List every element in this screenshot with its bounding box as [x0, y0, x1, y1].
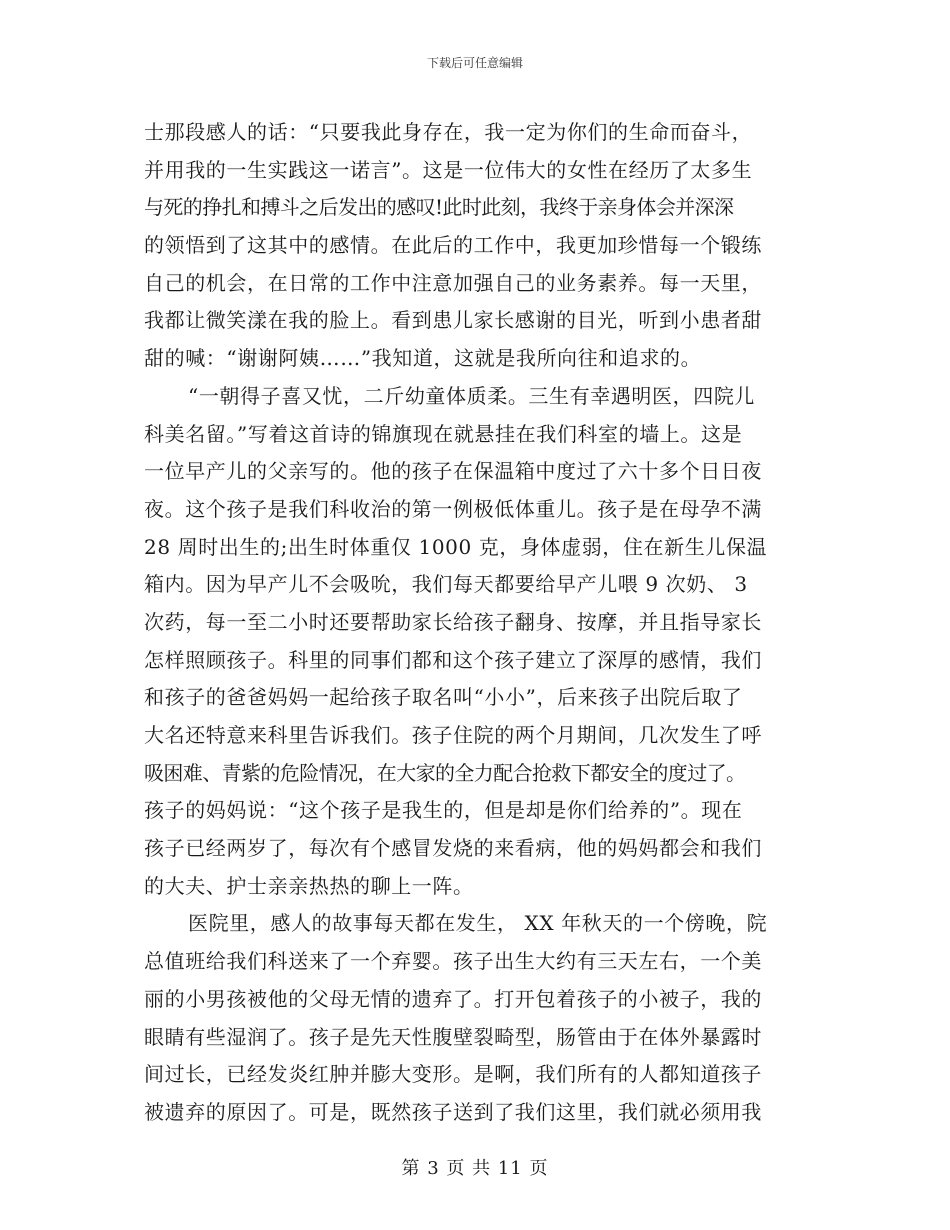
text-line-17: 大名还特意来科里告诉我们。孩子住院的两个月期间，几次发生了呼: [144, 723, 762, 747]
text-line-23: 总值班给我们科送来了一个弃婴。孩子出生大约有三天左右，一个美: [144, 949, 762, 974]
text-line-25: 眼睛有些湿润了。孩子是先天性腹壁裂畸型，肠管由于在体外暴露时: [144, 1024, 762, 1049]
text-line-24: 丽的小男孩被他的父母无情的遗弃了。打开包着孩子的小被子，我的: [144, 986, 762, 1011]
text-line-21: 的大夫、护士亲亲热热的聊上一阵。: [144, 873, 474, 898]
text-line-16: 和孩子的爸爸妈妈一起给孩子取名叫“小小”，后来孩子出院后取了: [144, 685, 743, 710]
page-number-footer: 第 3 页 共 11 页: [401, 1158, 549, 1179]
text-line-18: 吸困难、青紫的危险情况，在大家的全力配合抢救下都安全的度过了。: [144, 760, 746, 785]
text-line-20: 孩子已经两岁了，每次有个感冒发烧的来看病，他的妈妈都会和我们: [144, 836, 762, 861]
text-line-6: 我都让微笑漾在我的脸上。看到患儿家长感谢的目光，听到小患者甜: [144, 308, 762, 333]
text-line-2: 并用我的一生实践这一诺言”。这是一位伟大的女性在经历了太多生: [144, 157, 753, 182]
text-line-1: 士那段感人的话：“只要我此身存在，我一定为你们的生命而奋斗，: [144, 120, 753, 144]
page-header: 下载后可任意编辑: [426, 56, 523, 70]
text-line-15: 怎样照顾孩子。科里的同事们都和这个孩子建立了深厚的感情，我们: [144, 647, 762, 672]
text-line-19: 孩子的妈妈说：“这个孩子是我生的，但是却是你们给养的”。现在: [144, 798, 743, 823]
text-line-26: 间过长，已经发炎红肿并膨大变形。是啊，我们所有的人都知道孩子: [144, 1062, 762, 1087]
text-line-10: 一位早产儿的父亲写的。他的孩子在保温箱中度过了六十多个日日夜: [144, 459, 762, 484]
text-line-14: 次药，每一至二小时还要帮助家长给孩子翻身、按摩，并且指导家长: [144, 609, 762, 634]
text-line-9: 科美名留。”写着这首诗的锦旗现在就悬挂在我们科室的墙上。这是: [144, 421, 743, 446]
text-line-4: 的领悟到了这其中的感情。在此后的工作中，我更加珍惜每一个锻练: [144, 233, 762, 258]
text-line-8: “一朝得子喜又忧，二斤幼童体质柔。三生有幸遇明医，四院儿: [188, 383, 756, 408]
text-line-22: 医院里，感人的故事每天都在发生， XX 年秋天的一个傍晚，院: [188, 911, 768, 936]
text-line-12: 28 周时出生的;出生时体重仅 1000 克，身体虚弱，住在新生儿保温: [144, 534, 768, 559]
text-line-13: 箱内。因为早产儿不会吸吮，我们每天都要给早产儿喂 9 次奶、 3: [144, 572, 748, 597]
text-line-7: 甜的喊：“谢谢阿姨……”我知道，这就是我所向往和追求的。: [144, 346, 702, 371]
document-body: [144, 114, 814, 1132]
text-line-3: 与死的挣扎和搏斗之后发出的感叹!此时此刻，我终于亲身体会并深深: [144, 195, 734, 220]
text-line-27: 被遗弃的原因了。可是，既然孩子送到了我们这里，我们就必须用我: [144, 1099, 762, 1124]
text-line-11: 夜。这个孩子是我们科收治的第一例极低体重儿。孩子是在母孕不满: [144, 496, 762, 521]
text-line-5: 自己的机会，在日常的工作中注意加强自己的业务素养。每一天里，: [144, 270, 762, 295]
